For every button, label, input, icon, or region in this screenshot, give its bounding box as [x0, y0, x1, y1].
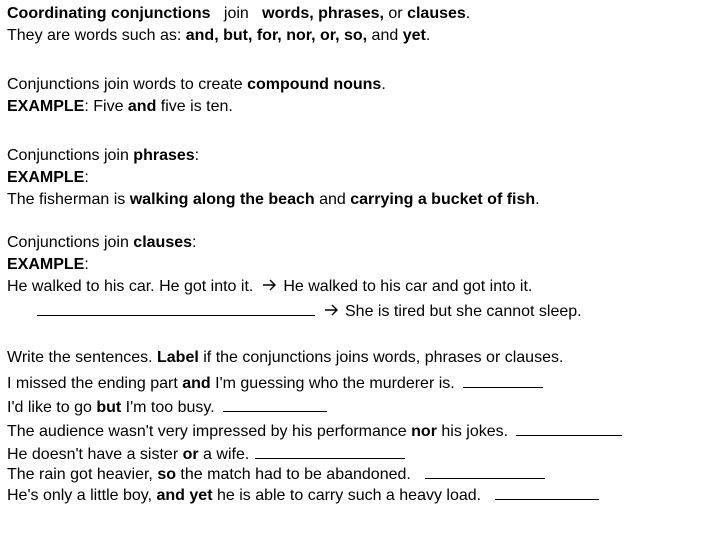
text: .	[381, 76, 386, 93]
text: I'm guessing who the murderer is.	[210, 375, 455, 392]
text: He's only a little boy,	[7, 487, 157, 504]
exercise-sentence-1	[7, 371, 543, 393]
conjunction-list: and, but, for, nor, or, so,	[185, 27, 368, 44]
example-label: EXAMPLE	[7, 256, 85, 273]
text: .	[535, 191, 540, 208]
label-keyword: Label	[157, 349, 199, 366]
exercise-sentence-3	[7, 419, 622, 441]
text: He doesn't have a sister	[7, 446, 183, 463]
exercise-sentence-2	[7, 395, 327, 417]
text: the match had to be abandoned.	[175, 466, 411, 483]
text: a wife.	[198, 446, 250, 463]
phrase: carrying a bucket of fish	[350, 191, 536, 208]
exercise-sentence-4	[7, 442, 405, 464]
phrases-example-label	[7, 167, 89, 189]
text: and	[367, 27, 403, 44]
example-label: EXAMPLE	[7, 98, 85, 115]
text: :	[192, 234, 197, 251]
example-label: EXAMPLE	[7, 169, 85, 186]
text: Write the sentences.	[7, 349, 157, 366]
term-phrases: phrases	[133, 147, 195, 164]
term-compound-nouns: compound nouns	[247, 76, 382, 93]
text: I missed the ending part	[7, 375, 183, 392]
intro-line-1	[7, 3, 470, 25]
text: He walked to his car and got into it.	[283, 278, 533, 295]
text: I'd like to go	[7, 399, 97, 416]
answer-blank[interactable]	[463, 371, 543, 388]
right-arrow-icon	[263, 276, 277, 298]
text: he is able to carry such a heavy load.	[212, 487, 482, 504]
conjunction: nor	[411, 423, 437, 440]
conjunction: or	[182, 446, 199, 463]
right-arrow-icon	[325, 301, 339, 323]
conjunction: and	[127, 98, 157, 115]
answer-blank[interactable]	[516, 419, 622, 436]
clauses-example-label	[7, 254, 89, 276]
text: :	[84, 256, 89, 273]
text: : Five	[84, 98, 128, 115]
text: his jokes.	[436, 423, 509, 440]
exercise-sentence-5	[7, 462, 545, 484]
text: He walked to his car. He got into it.	[7, 278, 254, 295]
text: I'm too busy.	[121, 399, 215, 416]
conjunction: so	[157, 466, 176, 483]
text: .	[465, 5, 471, 22]
text: :	[84, 169, 89, 186]
conjunction: but	[96, 399, 122, 416]
exercise-instructions	[7, 347, 563, 369]
text: Conjunctions join	[7, 234, 134, 251]
intro-line-2	[7, 25, 430, 47]
text: Conjunctions join	[7, 147, 134, 164]
text: She is tired but she cannot sleep.	[345, 303, 582, 320]
conjunction-yet: yet	[402, 27, 426, 44]
words-example	[7, 96, 233, 118]
phrase: walking along the beach	[129, 191, 315, 208]
text: or	[383, 5, 408, 22]
text: They are words such as:	[7, 27, 186, 44]
text: The fisherman is	[7, 191, 130, 208]
clauses-heading	[7, 232, 196, 254]
term-clauses: clauses	[407, 5, 466, 22]
conjunction: and yet	[156, 487, 213, 504]
text: if the conjunctions joins words, phrases or clauses.	[198, 349, 564, 366]
text: :	[194, 147, 200, 164]
conjunction: and	[182, 375, 211, 392]
answer-blank[interactable]	[495, 483, 599, 500]
term-coordinating-conjunctions: Coordinating conjunctions	[7, 5, 211, 22]
clauses-example-2	[7, 299, 582, 321]
text: .	[425, 27, 431, 44]
text: join	[210, 5, 263, 22]
words-heading	[7, 74, 386, 96]
text: The rain got heavier,	[7, 466, 158, 483]
phrases-heading	[7, 145, 199, 167]
answer-blank[interactable]	[37, 299, 315, 316]
exercise-sentence-6	[7, 483, 599, 505]
answer-blank[interactable]	[425, 462, 545, 479]
clauses-example-1	[7, 276, 532, 298]
text: Conjunctions join words to create	[7, 76, 248, 93]
text: The audience wasn't very impressed by his performance	[7, 423, 412, 440]
answer-blank[interactable]	[255, 442, 405, 459]
phrases-example	[7, 189, 540, 211]
text: five is ten.	[156, 98, 233, 115]
answer-blank[interactable]	[223, 395, 327, 412]
term-clauses: clauses	[133, 234, 193, 251]
term-words-phrases: words, phrases,	[262, 5, 384, 22]
text: and	[314, 191, 351, 208]
